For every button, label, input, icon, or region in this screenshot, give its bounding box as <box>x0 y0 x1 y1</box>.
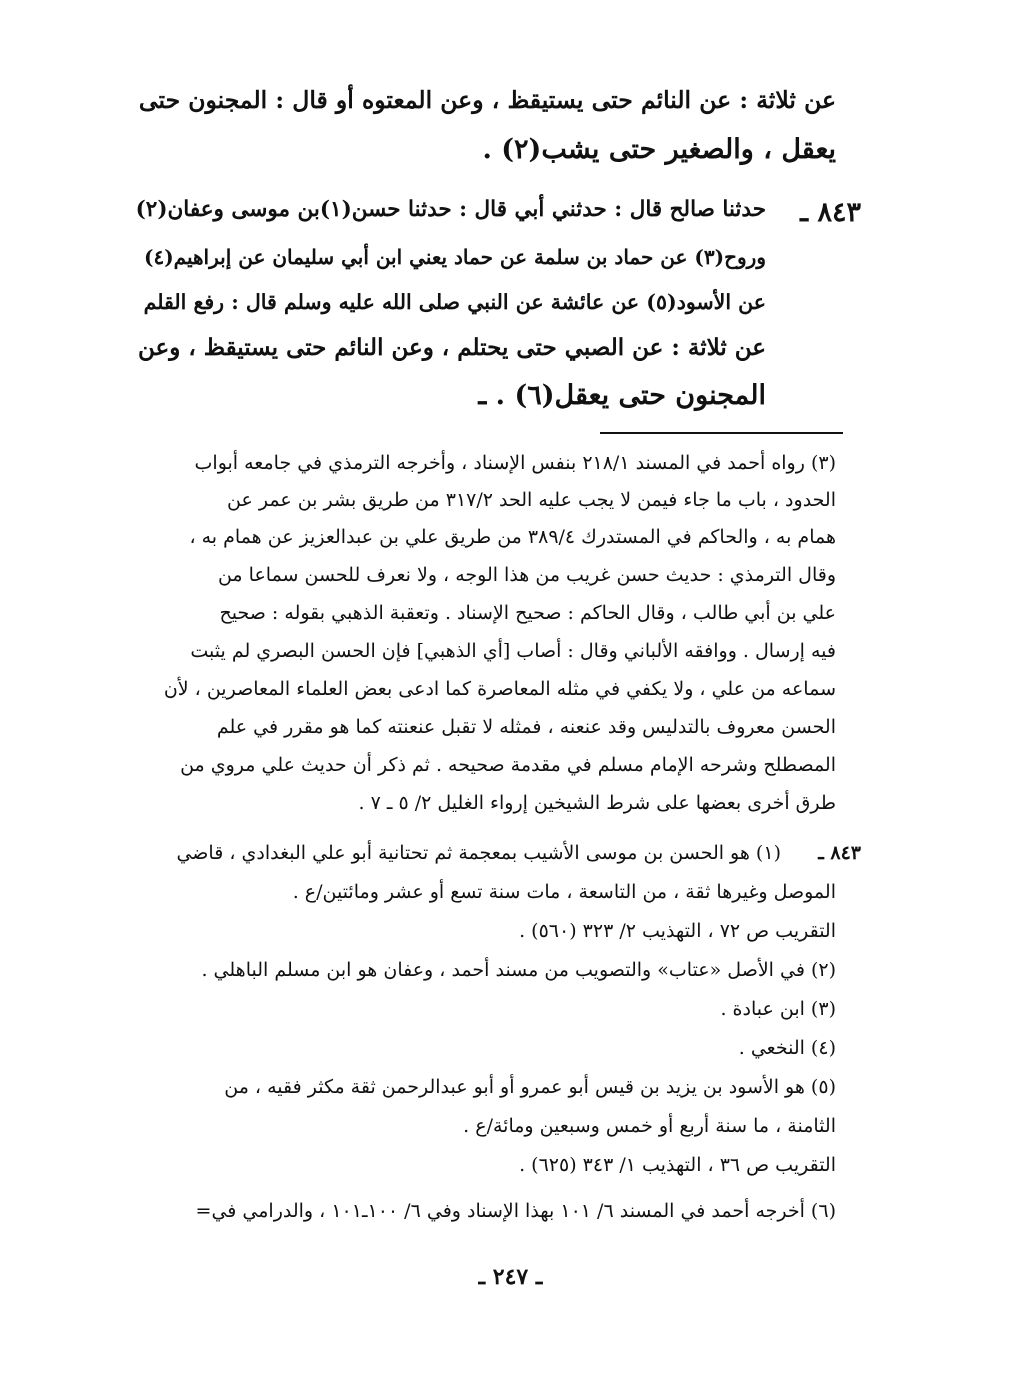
footnote-line: الحدود ، باب ما جاء فيمن لا يجب عليه الحد ٣١٧/٢ من طريق بشر بن عمر عن <box>227 489 836 511</box>
footnote-line: التقريب ص ٣٦ ، التهذيب ١/ ٣٤٣ (٦٢٥) . <box>519 1154 836 1176</box>
footnote-hadith-number: ٨٤٣ ـ <box>818 842 861 864</box>
hadith-line-3: عن الأسود(٥) عن عائشة عن النبي صلى الله عليه وسلم قال : رفع القلم <box>143 290 766 314</box>
footnote-line: سماعه من علي ، ولا يكفي في مثله المعاصرة كما ادعى بعض العلماء المعاصرين ، لأن <box>163 678 836 700</box>
hadith-line-5: المجنون حتى يعقل(٦) . ـ <box>478 380 766 411</box>
footnote-line: الموصل وغيرها ثقة ، من التاسعة ، مات سنة تسع أو عشر ومائتين/ع . <box>292 881 836 903</box>
main-text-line-2: يعقل ، والصغير حتى يشب(٢) . <box>482 134 836 165</box>
main-text-line-1: عن ثلاثة : عن النائم حتى يستيقظ ، وعن المعتوه أو قال : المجنون حتى <box>138 86 836 114</box>
hadith-number: ٨٤٣ ـ <box>800 197 861 228</box>
footnote-line: (٥) هو الأسود بن يزيد بن قيس أبو عمرو أو أبو عبدالرحمن ثقة مكثر فقيه ، من <box>224 1076 836 1098</box>
hadith-line-4: عن ثلاثة : عن الصبي حتى يحتلم ، وعن النائم حتى يستيقظ ، وعن <box>138 334 766 361</box>
hadith-line-1: حدثنا صالح قال : حدثني أبي قال : حدثنا حسن(١)بن موسى وعفان(٢) <box>135 197 766 222</box>
footnote-line: علي بن أبي طالب ، وقال الحاكم : صحيح الإسناد . وتعقبة الذهبي بقوله : صحيح <box>219 602 836 624</box>
footnote-line: (٣) ابن عبادة . <box>720 998 836 1020</box>
footnote-line: المصطلح وشرحه الإمام مسلم في مقدمة صحيحه . ثم ذكر أن حديث علي مروي من <box>180 754 836 776</box>
footnote-line: (٣) رواه أحمد في المسند ٢١٨/١ بنفس الإسناد ، وأخرجه الترمذي في جامعه أبواب <box>194 452 836 474</box>
footnote-line: (٦) أخرجه أحمد في المسند ٦/ ١٠١ بهذا الإسناد وفي ٦/ ١٠٠ـ١٠١ ، والدرامي في= <box>195 1200 836 1222</box>
footnote-line: الحسن معروف بالتدليس وقد عنعنه ، فمثله لا تقبل عنعنته كما هو مقرر في علم <box>216 716 836 738</box>
page-number: ـ ٢٤٧ ـ <box>478 1264 543 1290</box>
footnote-line: (٤) النخعي . <box>738 1037 836 1059</box>
hadith-line-2: وروح(٣) عن حماد بن سلمة عن حماد يعني ابن أبي سليمان عن إبراهيم(٤) <box>143 245 766 269</box>
footnote-line: فيه إرسال . ووافقه الألباني وقال : أصاب [أي الذهبي] فإن الحسن البصري لم يثبت <box>190 640 836 662</box>
footnote-line: الثامنة ، ما سنة أربع أو خمس وسبعين ومائة/ع . <box>463 1115 836 1137</box>
footnote-line: (١) هو الحسن بن موسى الأشيب بمعجمة ثم تحتانية أبو علي البغدادي ، قاضي <box>176 842 781 864</box>
footnote-separator <box>600 432 843 434</box>
footnote-line: همام به ، والحاكم في المستدرك ٣٨٩/٤ من طريق علي بن عبدالعزيز عن همام به ، <box>189 526 836 548</box>
footnote-line: التقريب ص ٧٢ ، التهذيب ٢/ ٣٢٣ (٥٦٠) . <box>519 920 836 942</box>
footnote-line: وقال الترمذي : حديث حسن غريب من هذا الوجه ، ولا نعرف للحسن سماعا من <box>217 564 836 586</box>
footnote-line: (٢) في الأصل «عتاب» والتصويب من مسند أحمد ، وعفان هو ابن مسلم الباهلي . <box>201 959 836 981</box>
footnote-line: طرق أخرى بعضها على شرط الشيخين إرواء الغليل ٢/ ٥ ـ ٧ . <box>358 792 836 814</box>
